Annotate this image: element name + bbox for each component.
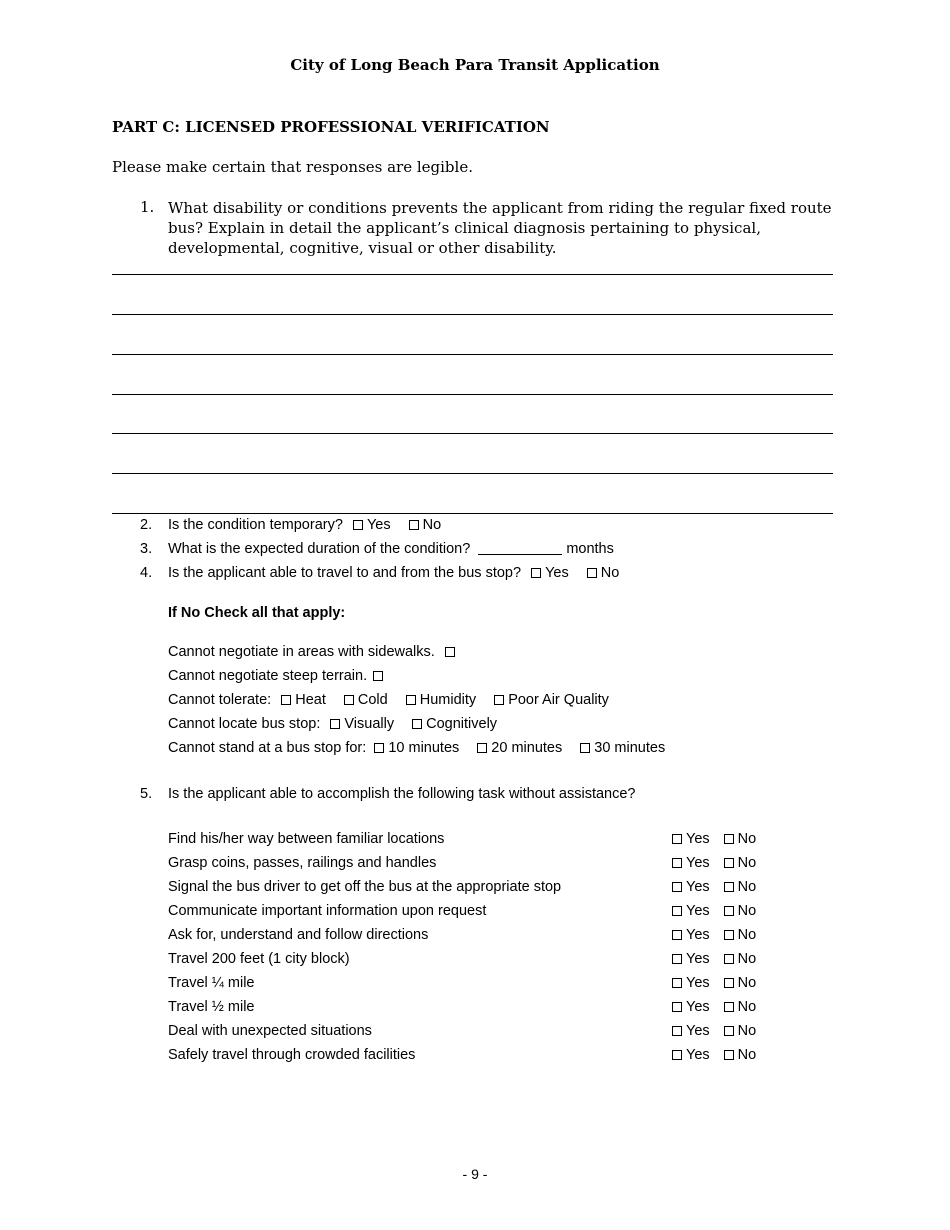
task-no-label: No (737, 1023, 757, 1039)
sidewalks-label: Cannot negotiate in areas with sidewalks. (168, 644, 435, 660)
question-4-text: Is the applicant able to travel to and from the bus stop? (168, 565, 522, 581)
stand-20-checkbox[interactable] (477, 743, 487, 753)
task-no-checkbox[interactable] (724, 978, 734, 988)
task-no-checkbox[interactable] (724, 834, 734, 844)
task-no-label: No (737, 1047, 757, 1063)
task-yes-checkbox[interactable] (672, 1050, 682, 1060)
task-yes-label: Yes (686, 831, 710, 847)
task-no-label: No (737, 951, 757, 967)
task-label: Travel 200 feet (1 city block) (168, 951, 350, 967)
task-no-checkbox[interactable] (724, 858, 734, 868)
q2-no-label: No (422, 517, 442, 533)
q4-yes-label: Yes (545, 565, 569, 581)
question-3-number: 3. (140, 541, 153, 557)
task-yes-no (672, 951, 756, 967)
duration-unit: months (566, 541, 614, 557)
task-yes-label: Yes (686, 879, 710, 895)
question-2 (140, 517, 441, 533)
stand-20-label: 20 minutes (491, 740, 563, 756)
task-no-label: No (737, 879, 757, 895)
cold-label: Cold (357, 692, 388, 708)
if-no-heading: If No Check all that apply: (168, 605, 346, 621)
q4-no-checkbox[interactable] (587, 568, 597, 578)
task-yes-label: Yes (686, 1047, 710, 1063)
question-2-number: 2. (140, 517, 153, 533)
task-yes-no (672, 879, 756, 895)
task-yes-checkbox[interactable] (672, 1002, 682, 1012)
task-yes-checkbox[interactable] (672, 954, 682, 964)
locate-row (168, 716, 497, 732)
question-5-number: 5. (140, 786, 153, 802)
question-2-text: Is the condition temporary? (168, 517, 343, 533)
task-yes-checkbox[interactable] (672, 906, 682, 916)
task-label: Ask for, understand and follow directions (168, 927, 429, 943)
task-yes-no (672, 1047, 756, 1063)
tolerate-label: Cannot tolerate: (168, 692, 272, 708)
answer-line-4[interactable] (112, 394, 833, 395)
task-no-checkbox[interactable] (724, 1050, 734, 1060)
task-yes-no (672, 975, 756, 991)
answer-line-1[interactable] (112, 274, 833, 275)
question-1-text: What disability or conditions prevents the applicant from riding the regular fixed route bus? Explain in detail the applicant’s clinical diagnosis pertaining to physical, developmental, cognitive, visual or other disability. (168, 199, 832, 257)
visually-checkbox[interactable] (330, 719, 340, 729)
task-label: Find his/her way between familiar locations (168, 831, 445, 847)
task-no-checkbox[interactable] (724, 954, 734, 964)
question-4 (140, 565, 619, 581)
task-yes-checkbox[interactable] (672, 834, 682, 844)
q4-no-label: No (600, 565, 620, 581)
heat-checkbox[interactable] (281, 695, 291, 705)
task-label: Travel ½ mile (168, 999, 255, 1015)
tolerate-row (168, 692, 609, 708)
q2-yes-checkbox[interactable] (353, 520, 363, 530)
terrain-row (168, 668, 387, 684)
task-no-label: No (737, 999, 757, 1015)
task-yes-label: Yes (686, 951, 710, 967)
humidity-checkbox[interactable] (406, 695, 416, 705)
task-label: Signal the bus driver to get off the bus at the appropriate stop (168, 879, 562, 895)
task-yes-label: Yes (686, 975, 710, 991)
task-label: Deal with unexpected situations (168, 1023, 372, 1039)
task-no-label: No (737, 855, 757, 871)
answer-line-6[interactable] (112, 473, 833, 474)
stand-10-checkbox[interactable] (374, 743, 384, 753)
task-yes-label: Yes (686, 927, 710, 943)
task-yes-checkbox[interactable] (672, 858, 682, 868)
task-yes-no (672, 903, 756, 919)
task-no-label: No (737, 831, 757, 847)
question-3-text: What is the expected duration of the condition? (168, 541, 471, 557)
task-yes-checkbox[interactable] (672, 930, 682, 940)
task-no-checkbox[interactable] (724, 1026, 734, 1036)
task-label: Safely travel through crowded facilities (168, 1047, 416, 1063)
terrain-label: Cannot negotiate steep terrain. (168, 668, 368, 684)
task-yes-no (672, 927, 756, 943)
humidity-label: Humidity (419, 692, 477, 708)
sidewalks-checkbox[interactable] (445, 647, 455, 657)
task-no-label: No (737, 903, 757, 919)
question-3 (140, 541, 614, 557)
stand-row (168, 740, 665, 756)
answer-line-7[interactable] (112, 513, 833, 514)
task-no-label: No (737, 927, 757, 943)
task-label: Communicate important information upon request (168, 903, 487, 919)
page-number: - 9 - (462, 1166, 488, 1182)
task-yes-label: Yes (686, 999, 710, 1015)
instructions: Please make certain that responses are legible. (112, 158, 473, 176)
task-yes-no (672, 831, 756, 847)
task-no-checkbox[interactable] (724, 906, 734, 916)
task-label: Travel ¼ mile (168, 975, 255, 991)
cold-checkbox[interactable] (344, 695, 354, 705)
cognitively-checkbox[interactable] (412, 719, 422, 729)
terrain-checkbox[interactable] (373, 671, 383, 681)
task-yes-checkbox[interactable] (672, 1026, 682, 1036)
q4-yes-checkbox[interactable] (531, 568, 541, 578)
stand-label: Cannot stand at a bus stop for: (168, 740, 367, 756)
q2-yes-label: Yes (366, 517, 391, 533)
task-label: Grasp coins, passes, railings and handles (168, 855, 437, 871)
task-no-checkbox[interactable] (724, 930, 734, 940)
question-1-number: 1. (140, 198, 155, 216)
task-yes-no (672, 999, 756, 1015)
task-yes-no (672, 1023, 756, 1039)
answer-line-2[interactable] (112, 314, 833, 315)
answer-line-5[interactable] (112, 433, 833, 434)
task-yes-checkbox[interactable] (672, 978, 682, 988)
task-no-checkbox[interactable] (724, 882, 734, 892)
sidewalks-row (168, 644, 459, 660)
visually-label: Visually (344, 716, 395, 732)
duration-field[interactable] (478, 541, 562, 555)
question-5-text: Is the applicant able to accomplish the following task without assistance? (168, 786, 636, 802)
question-5 (140, 786, 635, 802)
answer-line-3[interactable] (112, 354, 833, 355)
task-yes-label: Yes (686, 855, 710, 871)
q2-no-checkbox[interactable] (409, 520, 419, 530)
task-yes-no (672, 855, 756, 871)
question-4-number: 4. (140, 565, 153, 581)
cognitively-label: Cognitively (426, 716, 498, 732)
task-no-checkbox[interactable] (724, 1002, 734, 1012)
task-no-label: No (737, 975, 757, 991)
air-quality-label: Poor Air Quality (508, 692, 609, 708)
stand-30-label: 30 minutes (594, 740, 666, 756)
task-yes-checkbox[interactable] (672, 882, 682, 892)
task-yes-label: Yes (686, 903, 710, 919)
page-title: City of Long Beach Para Transit Application (290, 56, 660, 74)
stand-30-checkbox[interactable] (580, 743, 590, 753)
locate-label: Cannot locate bus stop: (168, 716, 321, 732)
heat-label: Heat (295, 692, 326, 708)
stand-10-label: 10 minutes (388, 740, 460, 756)
air-quality-checkbox[interactable] (494, 695, 504, 705)
section-heading: PART C: LICENSED PROFESSIONAL VERIFICATION (112, 118, 550, 136)
task-yes-label: Yes (686, 1023, 710, 1039)
